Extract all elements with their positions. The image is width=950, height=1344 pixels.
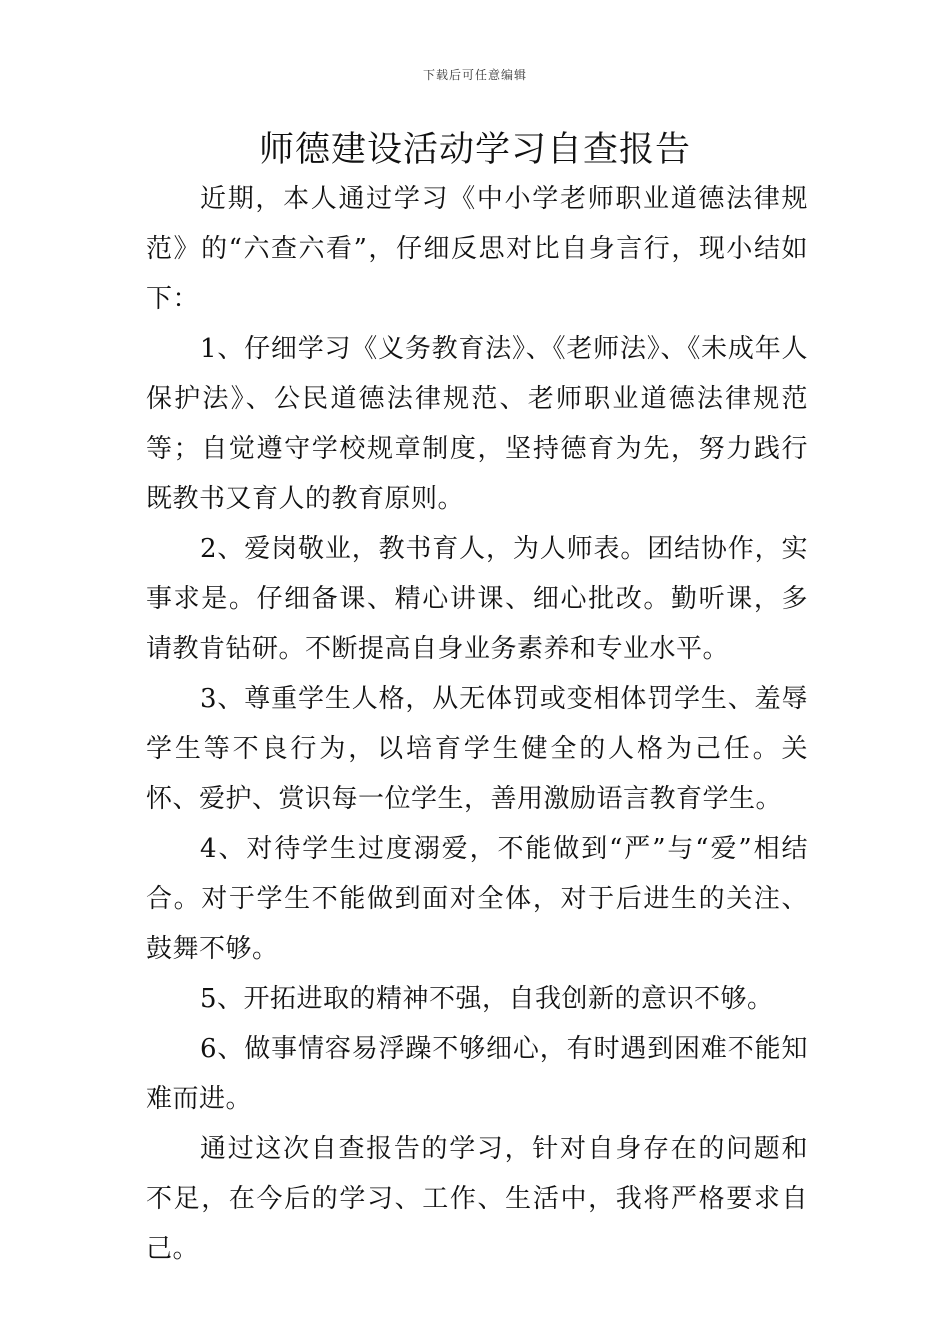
paragraph-item-6: 6、做事情容易浮躁不够细心，有时遇到困难不能知难而进。 [146,1034,808,1114]
document-body [146,174,808,1274]
paragraph-item-2: 2、爱岗敬业，教书育人，为人师表。团结协作，实事求是。仔细备课、精心讲课、细心批改。勤听课，多请教肯钻研。不断提高自身业务素养和专业水平。 [146,534,808,664]
paragraph-intro: 近期，本人通过学习《中小学老师职业道德法律规范》的“六查六看”，仔细反思对比自身言行，现小结如下： [146,184,808,314]
paragraph-item-1: 1、仔细学习《义务教育法》、《老师法》、《未成年人保护法》、公民道德法律规范、老师职业道德法律规范等；自觉遵守学校规章制度，坚持德育为先，努力践行既教书又育人的教育原则。 [146,334,808,514]
header-note: 下载后可任意编辑 [422,68,527,82]
paragraph-conclusion: 通过这次自查报告的学习，针对自身存在的问题和不足，在今后的学习、工作、生活中，我将严格要求自己。 [146,1134,808,1264]
paragraph-item-5: 5、开拓进取的精神不强，自我创新的意识不够。 [200,984,774,1014]
document-title: 师德建设活动学习自查报告 [258,130,691,170]
paragraph-item-4: 4、对待学生过度溺爱，不能做到“严”与“爱”相结合。对于学生不能做到面对全体，对于后进生的关注、鼓舞不够。 [146,834,808,964]
paragraph-item-3: 3、尊重学生人格，从无体罚或变相体罚学生、羞辱学生等不良行为，以培育学生健全的人格为己任。关怀、爱护、赏识每一位学生，善用激励语言教育学生。 [146,684,808,814]
